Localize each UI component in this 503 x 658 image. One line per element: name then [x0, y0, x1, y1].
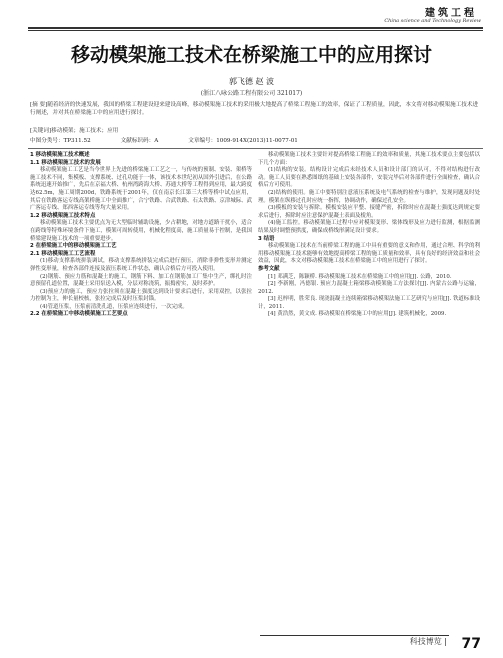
section-heading: 1.1 移动模架施工技术的发展 — [30, 159, 101, 166]
journal-category: 建筑工程 — [425, 8, 477, 19]
paragraph: (4)施工监控。移动模架施工过程中应对模架变形、梁体线形及应力进行监测，根据监测结果及时调整预拱度，确保成桥线形满足设计要求。 — [258, 220, 480, 234]
paragraph: (3)模板的安装与拆除。模板安装应平整、接缝严密，拆除时应在混凝土强度达到规定要求后进行，拆除时应注意保护混凝土表面及棱角。 — [258, 205, 480, 219]
section-heading: 2.2 在桥梁施工中移动模架施工工艺要点 — [30, 311, 128, 318]
section-heading: 参考文献 — [258, 265, 280, 272]
paragraph: 移动模架施工技术在当前桥梁工程的施工中具有重要的意义和作用，通过合理、科学的利用移动模架施工技术能够有效地提高桥梁工程的施工质量和效率，具有良好的经济效益和社会效益，因此，本文对移动模架施工技术在桥梁施工中的应用进行了探讨。 — [258, 243, 480, 265]
right-column — [258, 152, 480, 319]
document-code: 文献标识码：A — [120, 138, 159, 144]
section-heading: 2 在桥梁施工中的移动模架施工工艺 — [30, 243, 117, 250]
abstract: [摘 要]随着经济的快速发展，我国的桥梁工程建设迎来建设高峰，移动模架施工技术的采用极大地提高了桥梁工程施工的效率，保证了工程质量，因此，本文将对移动模架施工技术进行阐述，并对其在桥梁施工中的应用进行探讨。 — [30, 102, 479, 116]
section-divider — [28, 148, 483, 149]
footer-divider: | — [444, 637, 447, 646]
reference-item: [1] 邓满芝，陈颖桥. 移动模架施工技术在桥梁施工中的应用[J]. 公路，2010. — [268, 273, 452, 280]
paragraph: 移动模架施工工艺是当今世界上先进的桥梁施工工艺之一，与传统的预制、安装、架桥等施工技术不同，集模板、支撑系统、过孔功能于一体，该技术本世纪初从国外引进后，在公路系统迅速开始推广，先后在京福大桥、杭州湾跨海大桥、苏通大桥等工程得到应用，最大跨度达62.5m，施工周期200d，铁路系统于2001年，仅在南京长江第三大桥等桥中试点应用，其后在铁路客运专线高架桥施工中全面推广，合宁铁路、合武铁路、石太铁路、京津城际、武广客运专线、郑西客运专线等均大量采用。 — [30, 167, 252, 212]
section-heading: 1 移动模架施工技术概述 — [30, 152, 90, 158]
paragraph: (3)预应力的施工，预应力张拉须在混凝土强度达到设计要求后进行，采用双控，以张拉力控制为主，伸长量校核，张拉完成后及时压浆封锚。 — [30, 288, 252, 303]
journal-name-en: China science and Technology Review — [384, 18, 481, 24]
keywords: [关键词]移动模架；施工技术；应用 — [30, 128, 119, 134]
paragraph: 移动模架施工技术主要优点为无大型临时辅助设施，少占耕地，对地方道路干扰小，适合在跨线等特殊环境条件下施工，模架可周转使用，机械化程度高，施工质量易于控制，是我国桥梁建设施工技术的一项重要进步。 — [30, 220, 252, 242]
paragraph: (2)结构的使用。施工中要特别注意液压系统及电气系统的检查与维护，发现问题及时处理。模架在纵移过孔时应统一指挥，协调动作，确保过孔安全。 — [258, 189, 480, 204]
section-heading: 3 结语 — [258, 235, 275, 242]
paragraph: (1)移动支撑系统拼装调试，移动支撑系统拼装完成后进行预压，消除非弹性变形并测定弹性变形量，检查各部件连接及液压系统工作状态，确认合格后方可投入使用。 — [30, 258, 252, 272]
section-heading: 1.2 移动模架施工技术特点 — [30, 212, 96, 219]
affiliation: (浙江八咏公路工程有限公司 321017) — [200, 90, 303, 97]
reference-item: [4] 黄浩然，黄文成. 移动模架在桥梁施工中的应用[J]. 建筑机械化，2009. — [268, 311, 447, 318]
article-meta — [30, 137, 481, 145]
reference-item: [3] 迟梓明，胜荣良. 现浇混凝土连续箱梁移动模架法施工工艺研究与应用[J]. 铁道标准设计，2011. — [258, 296, 480, 310]
header-rule — [28, 27, 483, 29]
paragraph: (2)钢筋、预应力筋和混凝土的施工，钢筋下料、加工在钢筋加工厂集中生产，绑扎时注意预留孔道位置，混凝土采用泵送入模，分层对称浇筑，振捣密实，及时养护。 — [30, 273, 252, 288]
paragraph: (4)管道压浆，压浆前清洗孔道，压浆应连续进行，一次完成。 — [40, 303, 188, 310]
page-number: 77 — [461, 636, 481, 652]
footer-journal — [410, 636, 447, 647]
paragraph: (1)结构的安装。结构设计完成后未经技术人员和设计部门的认可，不得对结构进行改动。施工人员要在熟悉图纸的基础上安装各部件，安装完毕后对各部件进行全面检查，确认合格后方可使用。 — [258, 167, 480, 189]
article-number: 文章编号：1009-914X(2013)11-0077-01 — [188, 138, 298, 144]
reference-item: [2] 李新刚，冯德银. 预应力混凝土箱梁移动模架施工方法探讨[J]. 内蒙古公路与运输，2012. — [258, 281, 480, 295]
section-heading: 2.1 移动模架施工工艺流程 — [30, 250, 96, 257]
paragraph: 移动模架施工技术主要针对提高桥梁工程施工的效率和质量，其施工技术要点主要包括以下几个方面： — [258, 152, 480, 166]
clc-number: 中图分类号：TP311.52 — [30, 138, 91, 144]
footer-journal-name: 科技博览 — [409, 637, 442, 646]
paper-title: 移动模架施工技术在桥梁施工中的应用探讨 — [70, 44, 432, 66]
authors: 郭飞德 赵 波 — [228, 77, 275, 86]
header-rule-thin — [28, 30, 483, 31]
left-column — [30, 152, 252, 319]
